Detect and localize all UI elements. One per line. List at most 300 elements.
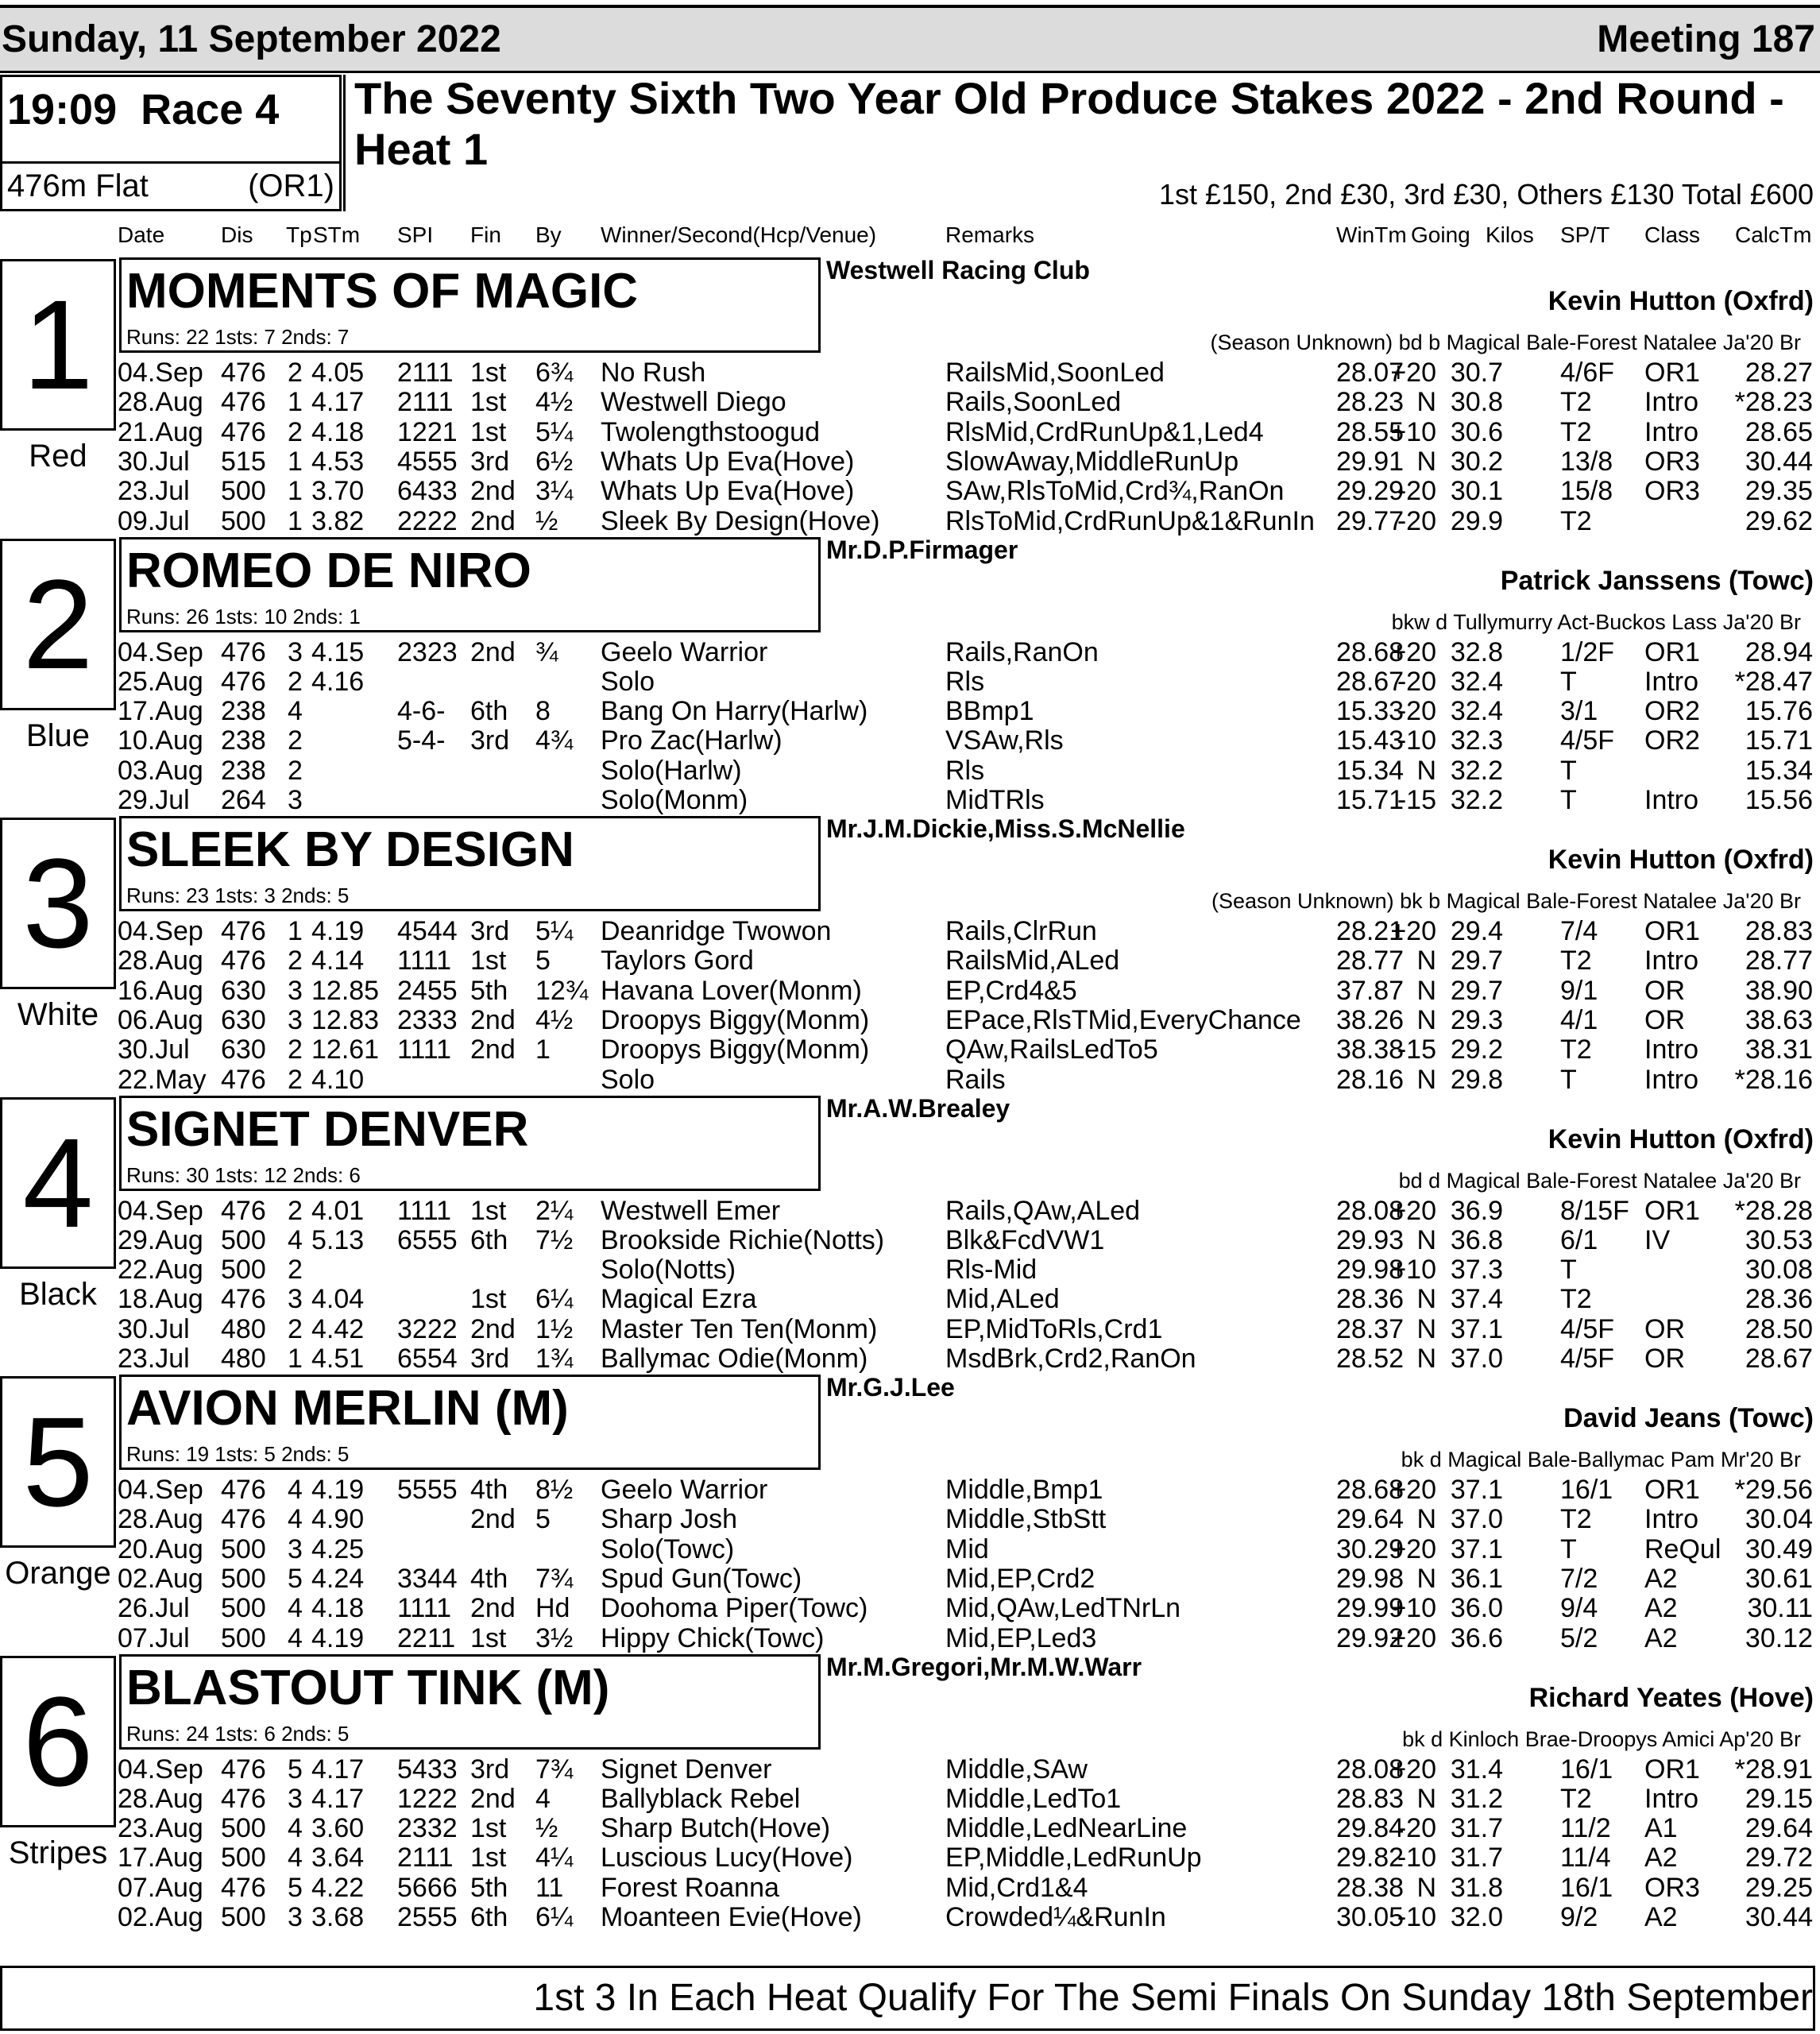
form-fin: 5th (470, 1872, 508, 1903)
form-class: A2 (1644, 1563, 1678, 1594)
dog-breeding: (Season Unknown) bk b Magical Bale-Forest Natalee Ja'20 Br (1211, 889, 1801, 913)
form-winner: Westwell Diego (601, 387, 786, 418)
form-fin: 6th (470, 1224, 508, 1255)
form-by: 8½ (535, 1475, 574, 1505)
dog-name: SIGNET DENVER (126, 1101, 529, 1157)
form-fin: 1st (470, 1622, 507, 1653)
form-date: 09.Jul (118, 505, 190, 536)
form-going: N (1416, 1563, 1436, 1594)
form-remarks: Middle,StbStt (945, 1504, 1107, 1535)
form-dis: 476 (221, 358, 266, 388)
form-stm: 4.19 (311, 1622, 365, 1653)
form-winner: Solo(Harlw) (601, 755, 742, 786)
form-dis: 480 (221, 1344, 266, 1374)
form-tp: 2 (288, 416, 303, 447)
form-tp: 4 (288, 1504, 303, 1535)
form-stm: 4.17 (311, 387, 365, 418)
form-spt: 11/4 (1560, 1843, 1611, 1874)
form-winner: Magical Ezra (601, 1284, 757, 1315)
trap-box (0, 259, 116, 431)
form-winner: Ballyblack Rebel (601, 1783, 801, 1814)
dog-owner: Mr.M.Gregori,Mr.M.W.Warr (826, 1652, 1142, 1681)
form-remarks: Middle,SAw (945, 1754, 1088, 1785)
col-kilos: Kilos (1486, 222, 1534, 247)
form-going: -20 (1397, 666, 1436, 697)
form-spi: 5666 (397, 1872, 458, 1903)
form-spi: 4-6- (397, 696, 446, 727)
form-by: 6¼ (535, 1284, 574, 1315)
form-dis: 264 (221, 785, 266, 815)
form-spt: T2 (1560, 945, 1592, 976)
form-spi: 6554 (397, 1344, 458, 1374)
trap-colour: Orange (5, 1556, 111, 1591)
form-tp: 2 (288, 1255, 303, 1286)
form-spi: 3344 (397, 1563, 458, 1594)
form-stm: 3.70 (311, 476, 365, 507)
form-calctm: 28.50 (1745, 1313, 1813, 1344)
form-going: -10 (1397, 1843, 1436, 1874)
form-remarks: SlowAway,MiddleRunUp (945, 446, 1239, 477)
form-remarks: Mid,Crd1&4 (945, 1872, 1088, 1903)
form-calctm: 29.64 (1745, 1813, 1813, 1844)
form-date: 02.Aug (118, 1563, 203, 1594)
form-class: Intro (1644, 1034, 1699, 1065)
form-date: 10.Aug (118, 725, 203, 756)
form-by: 8 (535, 696, 551, 727)
form-calctm: *28.28 (1734, 1195, 1813, 1226)
form-fin: 1st (470, 387, 507, 418)
form-winner: Whats Up Eva(Hove) (601, 446, 855, 477)
form-date: 17.Aug (118, 1843, 203, 1874)
form-winner: Whats Up Eva(Hove) (601, 476, 855, 507)
form-calctm: *28.47 (1734, 666, 1813, 697)
form-class: OR1 (1644, 636, 1700, 667)
form-remarks: QAw,RailsLedTo5 (945, 1034, 1158, 1065)
form-calctm: 30.53 (1745, 1224, 1813, 1255)
form-tp: 4 (288, 696, 303, 727)
form-wintm: 29.92 (1336, 1622, 1405, 1653)
form-kilos: 29.9 (1450, 505, 1503, 536)
dog-record: Runs: 22 1sts: 7 2nds: 7 (126, 325, 350, 349)
form-going: N (1416, 1313, 1436, 1344)
form-going: -15 (1397, 785, 1436, 815)
form-remarks: Mid,QAw,LedTNrLn (945, 1593, 1181, 1624)
form-date: 21.Aug (118, 416, 203, 447)
form-stm: 4.18 (311, 416, 365, 447)
form-remarks: SAw,RlsToMid,Crd¾,RanOn (945, 476, 1285, 507)
dog-record: Runs: 30 1sts: 12 2nds: 6 (126, 1162, 361, 1187)
form-calctm: 29.35 (1745, 476, 1813, 507)
form-spt: 5/2 (1560, 1622, 1598, 1653)
form-kilos: 29.7 (1450, 945, 1503, 976)
form-calctm: 30.61 (1745, 1563, 1813, 1594)
form-remarks: RailsMid,SoonLed (945, 358, 1165, 388)
form-dis: 476 (221, 1872, 266, 1903)
form-going: N (1416, 945, 1436, 976)
form-remarks: Rails,SoonLed (945, 387, 1122, 418)
form-winner: Brookside Richie(Notts) (601, 1224, 885, 1255)
qualification-note: 1st 3 In Each Heat Qualify For The Semi Finals On Sunday 18th September (533, 1977, 1813, 2019)
form-kilos: 32.4 (1450, 666, 1503, 697)
dog-name-box (119, 1096, 821, 1191)
form-going: N (1416, 446, 1436, 477)
form-tp: 5 (288, 1563, 303, 1594)
form-wintm: 29.82 (1336, 1843, 1405, 1874)
form-kilos: 30.1 (1450, 476, 1503, 507)
form-winner: Sharp Butch(Hove) (601, 1813, 831, 1844)
form-date: 02.Aug (118, 1902, 203, 1932)
form-remarks: MidTRls (945, 785, 1045, 815)
form-spt: 9/2 (1560, 1902, 1598, 1932)
form-class: Intro (1644, 945, 1699, 976)
form-spt: T2 (1560, 1783, 1592, 1814)
dog-name-box (119, 816, 821, 911)
form-going: -15 (1397, 1034, 1436, 1065)
form-going: N (1416, 975, 1436, 1006)
form-stm: 4.19 (311, 916, 365, 946)
form-by: 7¾ (535, 1754, 574, 1785)
form-calctm: *28.23 (1734, 387, 1813, 418)
form-spt: 7/2 (1560, 1563, 1598, 1594)
form-class: OR3 (1644, 446, 1700, 477)
form-kilos: 32.8 (1450, 636, 1503, 667)
form-winner: Westwell Emer (601, 1195, 781, 1226)
form-date: 23.Jul (118, 476, 190, 507)
qualification-note-box (0, 1966, 1815, 2031)
form-stm: 4.15 (311, 636, 365, 667)
col-class: Class (1644, 222, 1701, 247)
form-spt: 9/1 (1560, 975, 1598, 1006)
form-remarks: Middle,Bmp1 (945, 1475, 1103, 1505)
form-winner: Droopys Biggy(Monm) (601, 1004, 870, 1035)
form-spt: 13/8 (1560, 446, 1613, 477)
form-date: 04.Sep (118, 358, 203, 388)
form-spi: 1222 (397, 1783, 458, 1814)
form-stm: 3.64 (311, 1843, 365, 1874)
form-dis: 476 (221, 1754, 266, 1785)
form-date: 30.Jul (118, 446, 190, 477)
form-kilos: 30.2 (1450, 446, 1503, 477)
form-dis: 238 (221, 696, 266, 727)
form-winner: Solo (601, 666, 655, 697)
form-date: 29.Jul (118, 785, 190, 815)
trap-colour: White (17, 997, 99, 1032)
form-winner: Droopys Biggy(Monm) (601, 1034, 870, 1065)
form-fin: 2nd (470, 476, 516, 507)
form-date: 23.Jul (118, 1344, 190, 1374)
form-wintm: 28.83 (1336, 1783, 1405, 1814)
form-tp: 2 (288, 1195, 303, 1226)
form-tp: 5 (288, 1754, 303, 1785)
form-winner: Master Ten Ten(Monm) (601, 1313, 878, 1344)
form-remarks: Blk&FcdVW1 (945, 1224, 1105, 1255)
form-date: 20.Aug (118, 1533, 203, 1564)
form-spt: 16/1 (1560, 1475, 1613, 1505)
form-spt: T (1560, 1533, 1577, 1564)
trap-box (0, 818, 116, 989)
form-stm: 4.19 (311, 1475, 365, 1505)
form-spt: 7/4 (1560, 916, 1598, 946)
form-winner: Bang On Harry(Harlw) (601, 696, 868, 727)
form-winner: Spud Gun(Towc) (601, 1563, 802, 1594)
form-kilos: 36.6 (1450, 1622, 1503, 1653)
dog-trainer: Kevin Hutton (Oxfrd) (1548, 286, 1814, 316)
form-calctm: 30.44 (1745, 1902, 1813, 1932)
form-kilos: 29.8 (1450, 1064, 1503, 1095)
form-wintm: 28.21 (1336, 916, 1405, 946)
form-wintm: 29.98 (1336, 1255, 1405, 1286)
form-fin: 2nd (470, 505, 516, 536)
form-going: -20 (1397, 476, 1436, 507)
dog-name-box (119, 537, 821, 632)
form-date: 28.Aug (118, 1504, 203, 1535)
dog-trainer: Kevin Hutton (Oxfrd) (1548, 845, 1814, 875)
form-remarks: EP,Middle,LedRunUp (945, 1843, 1202, 1874)
form-stm: 4.22 (311, 1872, 365, 1903)
form-class: Intro (1644, 387, 1699, 418)
form-going: +10 (1390, 1593, 1436, 1624)
form-remarks: Rails,RanOn (945, 636, 1099, 667)
form-remarks: Mid (945, 1533, 989, 1564)
form-wintm: 29.98 (1336, 1563, 1405, 1594)
form-going: +20 (1390, 1195, 1436, 1226)
form-wintm: 37.87 (1336, 975, 1405, 1006)
form-dis: 515 (221, 446, 266, 477)
form-tp: 2 (288, 666, 303, 697)
form-stm: 4.10 (311, 1064, 365, 1095)
form-winner: Luscious Lucy(Hove) (601, 1843, 853, 1874)
form-remarks: RlsMid,CrdRunUp&1,Led4 (945, 416, 1264, 447)
form-winner: Sleek By Design(Hove) (601, 505, 880, 536)
form-going: -20 (1397, 1813, 1436, 1844)
form-kilos: 32.0 (1450, 1902, 1503, 1932)
form-date: 03.Aug (118, 755, 203, 786)
form-kilos: 36.1 (1450, 1563, 1503, 1594)
form-spi: 6433 (397, 476, 458, 507)
form-tp: 1 (288, 476, 303, 507)
form-kilos: 32.2 (1450, 755, 1503, 786)
form-kilos: 37.0 (1450, 1344, 1503, 1374)
form-spi: 4544 (397, 916, 458, 946)
form-tp: 4 (288, 1593, 303, 1624)
meeting-date: Sunday, 11 September 2022 (2, 18, 501, 60)
form-fin: 3rd (470, 1344, 510, 1374)
form-spt: 4/6F (1560, 358, 1615, 388)
form-date: 04.Sep (118, 1475, 203, 1505)
form-stm: 3.60 (311, 1813, 365, 1844)
form-tp: 4 (288, 1843, 303, 1874)
form-class: A2 (1644, 1902, 1678, 1932)
form-tp: 1 (288, 1344, 303, 1374)
dog-breeding: bk d Kinloch Brae-Droopys Amici Ap'20 Br (1402, 1727, 1801, 1751)
form-fin: 2nd (470, 1313, 516, 1344)
dog-record: Runs: 26 1sts: 10 2nds: 1 (126, 604, 361, 628)
form-fin: 2nd (470, 636, 516, 667)
race-distance-box (0, 164, 342, 211)
form-spi: 1111 (397, 1195, 452, 1226)
form-calctm: 38.31 (1745, 1034, 1813, 1065)
dog-trainer: Kevin Hutton (Oxfrd) (1548, 1123, 1814, 1154)
form-calctm: 28.67 (1745, 1344, 1813, 1374)
form-going: +10 (1390, 1255, 1436, 1286)
form-dis: 630 (221, 975, 266, 1006)
form-class: Intro (1644, 785, 1699, 815)
form-kilos: 37.4 (1450, 1284, 1503, 1315)
form-by: 6¼ (535, 1902, 574, 1932)
trap-box (0, 1376, 116, 1548)
form-spt: 4/5F (1560, 1344, 1615, 1374)
form-stm: 4.51 (311, 1344, 365, 1374)
form-kilos: 31.4 (1450, 1754, 1503, 1785)
trap-number: 1 (22, 273, 94, 416)
form-date: 07.Jul (118, 1622, 190, 1653)
race-time-box (0, 75, 342, 164)
form-winner: Solo(Towc) (601, 1533, 735, 1564)
form-going: +20 (1390, 1622, 1436, 1653)
form-tp: 3 (288, 636, 303, 667)
form-spi: 2333 (397, 1004, 458, 1035)
dog-name: BLASTOUT TINK (M) (126, 1660, 610, 1715)
form-wintm: 28.37 (1336, 1313, 1405, 1344)
form-class: OR (1644, 975, 1685, 1006)
form-spi: 6555 (397, 1224, 458, 1255)
form-tp: 3 (288, 1004, 303, 1035)
form-by: ¾ (535, 636, 558, 667)
form-calctm: 38.63 (1745, 1004, 1813, 1035)
form-fin: 1st (470, 1284, 507, 1315)
form-spt: 9/4 (1560, 1593, 1598, 1624)
form-class: Intro (1644, 1504, 1699, 1535)
form-fin: 3rd (470, 446, 510, 477)
form-dis: 500 (221, 1622, 266, 1653)
form-calctm: *28.16 (1734, 1064, 1813, 1095)
form-dis: 500 (221, 1813, 266, 1844)
form-going: -10 (1397, 725, 1436, 756)
form-wintm: 38.38 (1336, 1034, 1405, 1065)
form-class: OR1 (1644, 916, 1700, 946)
dog-breeding: bkw d Tullymurry Act-Buckos Lass Ja'20 Br (1391, 609, 1801, 634)
form-kilos: 32.4 (1450, 696, 1503, 727)
form-dis: 476 (221, 387, 266, 418)
form-spt: T (1560, 785, 1577, 815)
meeting-header-bar (0, 5, 1820, 73)
trap-box (0, 1097, 116, 1269)
dog-owner: Mr.J.M.Dickie,Miss.S.McNellie (826, 814, 1185, 843)
form-kilos: 31.8 (1450, 1872, 1503, 1903)
form-date: 25.Aug (118, 666, 203, 697)
form-fin: 1st (470, 416, 507, 447)
form-dis: 476 (221, 1475, 266, 1505)
form-tp: 2 (288, 1034, 303, 1065)
form-winner: Ballymac Odie(Monm) (601, 1344, 868, 1374)
form-spi: 3222 (397, 1313, 458, 1344)
form-kilos: 36.0 (1450, 1593, 1503, 1624)
form-wintm: 38.26 (1336, 1004, 1405, 1035)
form-spt: T2 (1560, 1034, 1592, 1065)
form-tp: 4 (288, 1622, 303, 1653)
form-going: +20 (1390, 916, 1436, 946)
form-dis: 500 (221, 1902, 266, 1932)
form-spi: 2111 (397, 387, 454, 418)
form-calctm: 28.36 (1745, 1284, 1813, 1315)
form-tp: 2 (288, 1313, 303, 1344)
form-wintm: 28.52 (1336, 1344, 1405, 1374)
form-date: 07.Aug (118, 1872, 203, 1903)
form-by: 1½ (535, 1313, 574, 1344)
form-spt: 8/15F (1560, 1195, 1629, 1226)
form-by: 4¼ (535, 1843, 574, 1874)
form-wintm: 28.36 (1336, 1284, 1405, 1315)
form-stm: 3.82 (311, 505, 365, 536)
form-wintm: 29.99 (1336, 1593, 1405, 1624)
form-fin: 1st (470, 1843, 507, 1874)
form-stm: 5.13 (311, 1224, 365, 1255)
form-dis: 476 (221, 1504, 266, 1535)
form-calctm: 30.12 (1745, 1622, 1813, 1653)
form-dis: 476 (221, 636, 266, 667)
form-class: A1 (1644, 1813, 1678, 1844)
form-spt: T2 (1560, 1504, 1592, 1535)
form-wintm: 15.43 (1336, 725, 1405, 756)
form-remarks: Rls-Mid (945, 1255, 1038, 1286)
form-dis: 500 (221, 1533, 266, 1564)
form-spt: 16/1 (1560, 1754, 1613, 1785)
col-spt: SP/T (1560, 222, 1610, 247)
form-date: 18.Aug (118, 1284, 203, 1315)
form-date: 16.Aug (118, 975, 203, 1006)
form-by: 3½ (535, 1622, 574, 1653)
form-winner: Taylors Gord (601, 945, 754, 976)
form-by: 5¼ (535, 416, 574, 447)
prize-money: 1st £150, 2nd £30, 3rd £30, Others £130 Total £600 (1159, 178, 1814, 211)
form-remarks: Rls (945, 755, 985, 786)
col-by: By (535, 222, 562, 247)
form-tp: 3 (288, 1902, 303, 1932)
form-tp: 1 (288, 446, 303, 477)
form-by: 1 (535, 1034, 551, 1065)
form-fin: 2nd (470, 1593, 516, 1624)
trap-colour: Red (29, 439, 87, 474)
form-tp: 2 (288, 725, 303, 756)
form-spt: T2 (1560, 416, 1592, 447)
form-spi: 1111 (397, 945, 452, 976)
form-spt: 11/2 (1560, 1813, 1611, 1844)
form-dis: 500 (221, 1563, 266, 1594)
form-spi: 2111 (397, 358, 454, 388)
form-going: +20 (1390, 636, 1436, 667)
form-spt: T2 (1560, 387, 1592, 418)
form-stm: 4.16 (311, 666, 365, 697)
form-class: ReQul (1644, 1533, 1721, 1564)
form-fin: 6th (470, 696, 508, 727)
form-stm: 4.04 (311, 1284, 365, 1315)
col-date: Date (118, 222, 165, 247)
dog-owner: Mr.A.W.Brealey (826, 1093, 1010, 1123)
form-kilos: 37.3 (1450, 1255, 1503, 1286)
form-dis: 476 (221, 416, 266, 447)
form-fin: 2nd (470, 1783, 516, 1814)
form-class: OR1 (1644, 1475, 1700, 1505)
form-spt: 15/8 (1560, 476, 1613, 507)
dog-breeding: bd d Magical Bale-Forest Natalee Ja'20 Br (1398, 1168, 1801, 1193)
form-tp: 1 (288, 505, 303, 536)
form-winner: Deanridge Twowon (601, 916, 832, 946)
form-remarks: BBmp1 (945, 696, 1034, 727)
form-date: 06.Aug (118, 1004, 203, 1035)
form-spt: 4/5F (1560, 1313, 1615, 1344)
form-spt: T2 (1560, 1284, 1592, 1315)
form-spt: 16/1 (1560, 1872, 1613, 1903)
